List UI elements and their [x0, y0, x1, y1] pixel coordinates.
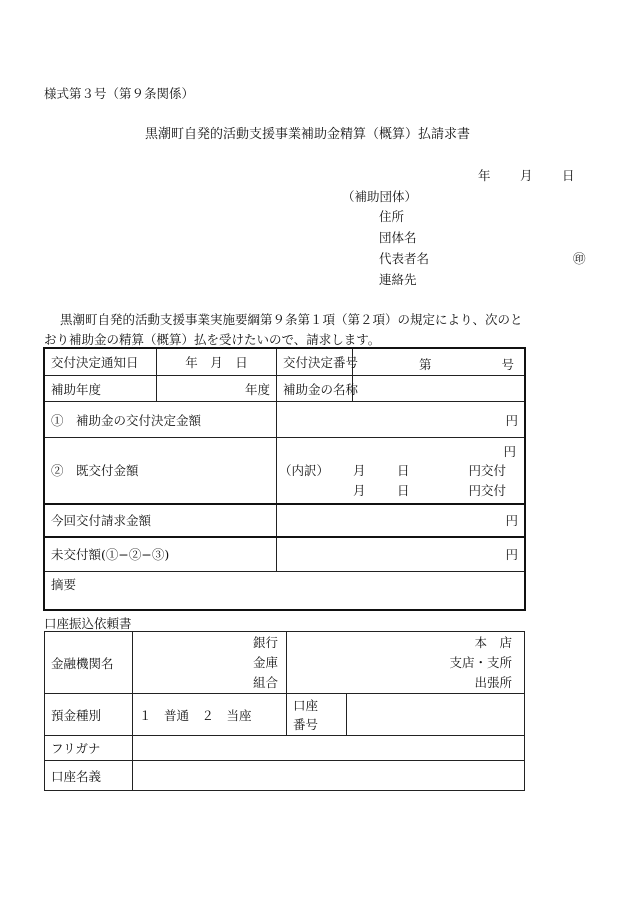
notice-date-value: 年 月 日 [157, 349, 277, 376]
subsidy-name-label: 補助金の名称 [277, 376, 353, 402]
institution-type-cell [133, 632, 287, 694]
account-name-value [133, 761, 525, 791]
breakdown2-paid: 円交付 [468, 483, 506, 498]
applicant-heading: （補助団体） [342, 189, 418, 204]
account-no-label-1: 口座 [293, 697, 319, 713]
head-office-label: 本 店 [474, 634, 513, 650]
unpaid-amount-label: 未交付額(①−②−③) [45, 537, 277, 572]
bank-label: 銀行 [252, 634, 278, 650]
breakdown2-day: 日 [397, 483, 410, 498]
account-no-label-cell [287, 694, 347, 736]
subsidy-name-value [353, 376, 525, 402]
kumiai-label: 組合 [252, 674, 278, 690]
breakdown1-day: 日 [397, 463, 410, 478]
fiscal-year-unit: 年度 [157, 376, 277, 402]
breakdown2-month: 月 [353, 483, 366, 498]
decision-amount-yen: 円 [277, 402, 525, 438]
memo-cell [45, 572, 525, 610]
paid-amount-yen: 円 [503, 444, 516, 459]
outlet-label: 出張所 [474, 674, 513, 690]
document-title: 黒潮町自発的活動支援事業補助金精算（概算）払請求書 [145, 127, 471, 142]
request-amount-yen: 円 [277, 504, 525, 537]
decision-no-cell [353, 349, 525, 376]
fiscal-year-label: 補助年度 [45, 376, 157, 402]
shinkin-label: 金庫 [252, 654, 278, 670]
account-no-label-2: 番号 [293, 716, 319, 732]
furigana-value [133, 736, 525, 761]
notice-date-label: 交付決定通知日 [45, 349, 157, 376]
breakdown1-month: 月 [353, 463, 366, 478]
paid-amount-cell [277, 438, 525, 504]
paid-amount-label: ② 既交付金額 [45, 438, 277, 504]
decision-no-go: 号 [501, 357, 514, 372]
seal-mark: ㊞ [573, 251, 586, 266]
breakdown-label: （内訳） [279, 463, 330, 478]
request-amount-label: 今回交付請求金額 [45, 504, 277, 537]
furigana-label: フリガナ [45, 736, 133, 761]
applicant-rep-label: 代表者名 [379, 251, 430, 266]
decision-no-label: 交付決定番号 [277, 349, 353, 376]
decision-amount-label: ① 補助金の交付決定金額 [45, 402, 277, 438]
date-day: 日 [562, 168, 575, 183]
deposit-type-label: 預金種別 [45, 694, 133, 736]
unpaid-amount-yen: 円 [277, 537, 525, 572]
account-name-label: 口座名義 [45, 761, 133, 791]
applicant-address-label: 住所 [379, 209, 405, 224]
bank-section-title: 口座振込依頼書 [44, 616, 132, 631]
account-no-value [347, 694, 525, 736]
form-number: 様式第３号（第９条関係） [44, 86, 195, 101]
deposit-type-value: １ 普通 ２ 当座 [133, 694, 287, 736]
decision-no-dai: 第 [419, 357, 432, 372]
applicant-group-label: 団体名 [379, 230, 417, 245]
claim-table [44, 348, 525, 610]
date-year: 年 [478, 168, 491, 183]
body-text-line2: おり補助金の精算（概算）払を受けたいので、請求します。 [44, 332, 381, 347]
breakdown1-paid: 円交付 [468, 463, 506, 478]
bank-table [44, 631, 525, 791]
branch-label: 支店・支所 [449, 654, 513, 670]
date-month: 月 [520, 168, 533, 183]
memo-label: 摘要 [51, 577, 77, 592]
applicant-contact-label: 連絡先 [379, 272, 417, 287]
body-text-line1: 黒潮町自発的活動支援事業実施要綱第９条第１項（第２項）の規定により、次のと [60, 312, 523, 327]
office-type-cell [287, 632, 525, 694]
institution-label: 金融機関名 [45, 632, 133, 694]
